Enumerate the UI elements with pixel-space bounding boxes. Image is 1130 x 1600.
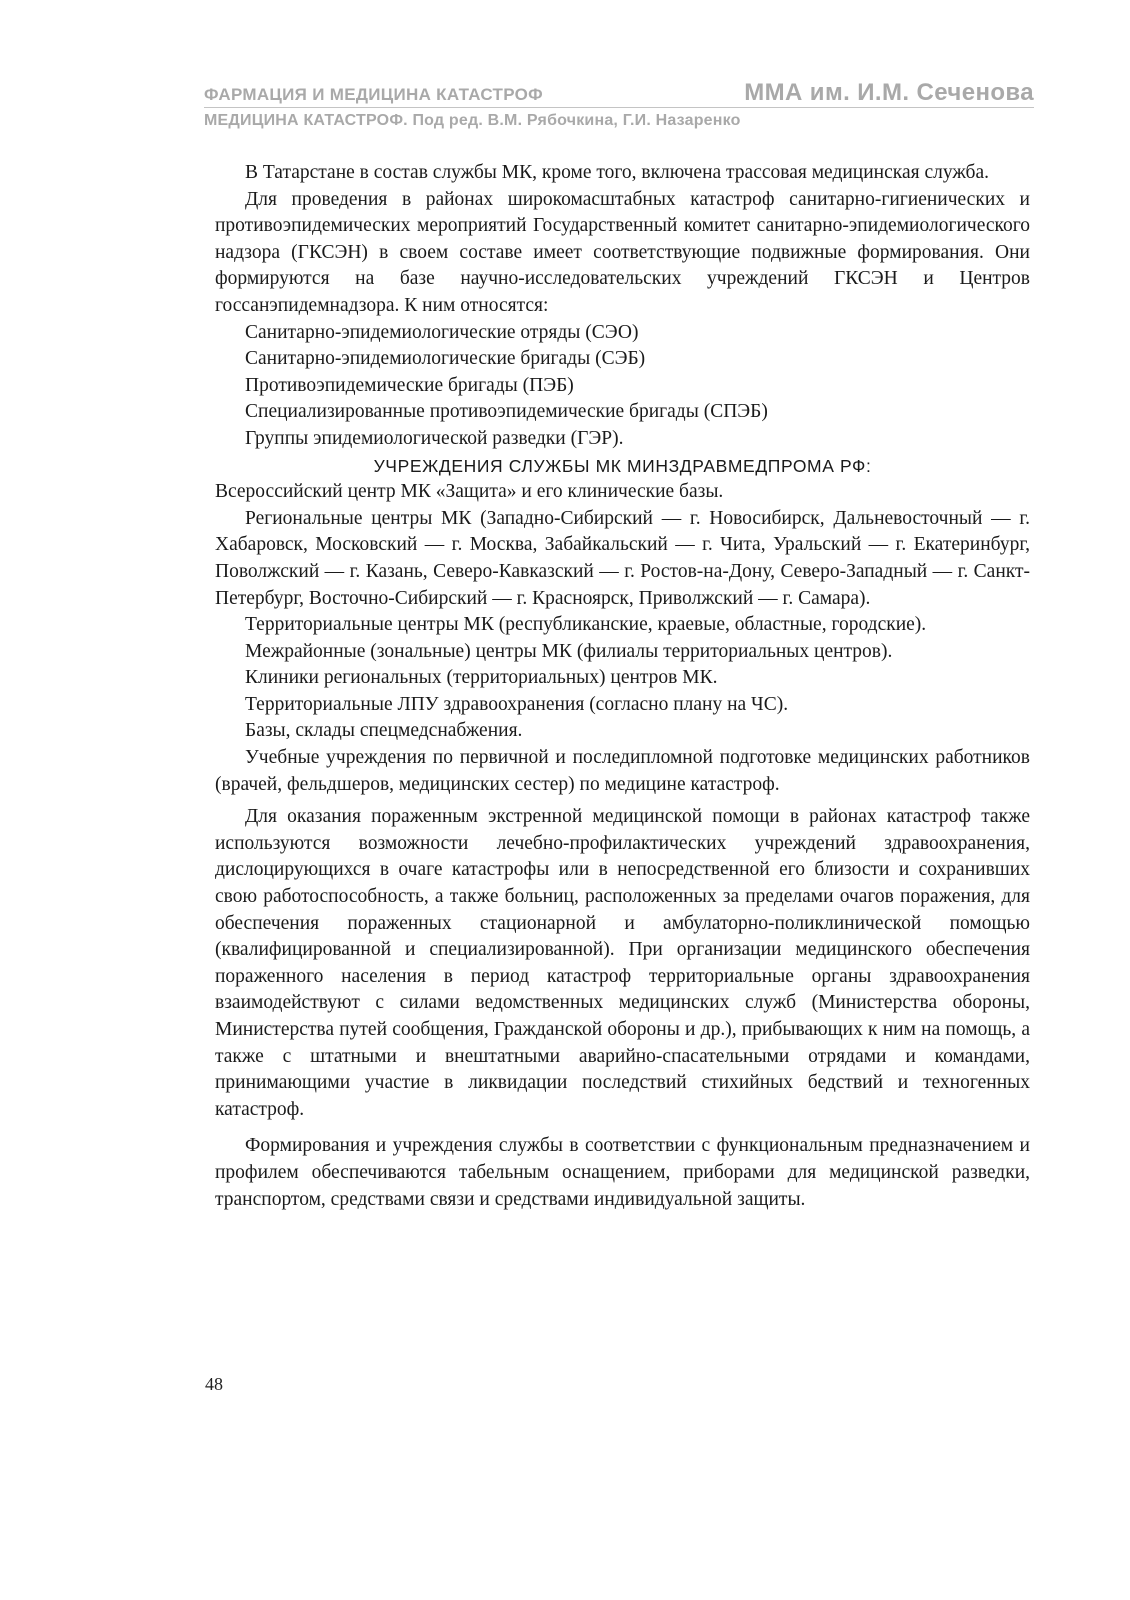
page-body [215, 160, 1030, 1213]
page-number: 48 [205, 1374, 223, 1394]
paragraph: Клиники региональных (территориальных) центров МК. [245, 667, 718, 689]
paragraph: Формирования и учреждения службы в соответствии с функциональным предназначением и профилем обеспечиваются табельным оснащением, приборами для медицинской разведки, транспортом, средствами связи и средствами индивидуальной защиты. [215, 1135, 1030, 1210]
paragraph: Территориальные ЛПУ здравоохранения (согласно плану на ЧС). [245, 693, 789, 715]
paragraph: Территориальные центры МК (республиканские, краевые, областные, городские). [245, 614, 927, 636]
list-item: Специализированные противоэпидемические бригады (СПЭБ) [245, 401, 768, 423]
paragraph: Региональные центры МК (Западно-Сибирский — г. Новосибирск, Дальневосточный — г. Хабаровск, Московский — г. Москва, Забайкальский — г. Чита, Уральский — г. Екатеринбург, Поволжский — г. Казань, Северо-Кавказский — г. Ростов-на-Дону, Северо-Западный — г. Санкт-Петербург, Восточно-Сибирский — г. Красноярск, Приволжский — г. Самара). [215, 507, 1030, 609]
paragraph: Межрайонные (зональные) центры МК (филиалы территориальных центров). [245, 640, 893, 662]
running-header-publisher: ММА им. И.М. Сеченова [744, 79, 1034, 106]
header-divider [204, 107, 1034, 108]
paragraph: Для проведения в районах широкомасштабных катастроф санитарно-гигиенических и противоэпидемических мероприятий Государственный комитет санитарно-эпидемиологического надзора (ГКСЭН) в своем составе имеет соответствующие подвижные формирования. Они формируются на базе научно-исследовательских учреждений ГКСЭН и Центров госсанэпидемнадзора. К ним относятся: [215, 188, 1030, 316]
paragraph: В Татарстане в состав службы МК, кроме того, включена трассовая медицинская служба. [245, 162, 989, 183]
paragraph: Базы, склады спецмедснабжения. [245, 720, 523, 742]
section-heading: УЧРЕЖДЕНИЯ СЛУЖБЫ МК МИНЗДРАВМЕДПРОМА РФ: [373, 455, 872, 476]
running-header-title: ФАРМАЦИЯ И МЕДИЦИНА КАТАСТРОФ [204, 85, 543, 104]
list-item: Санитарно-эпидемиологические отряды (СЭО) [245, 321, 639, 343]
list-item: Противоэпидемические бригады (ПЭБ) [245, 374, 574, 396]
list-item: Санитарно-эпидемиологические бригады (СЭБ) [245, 348, 646, 370]
paragraph: Всероссийский центр МК «Защита» и его клинические базы. [215, 481, 724, 503]
paragraph: Учебные учреждения по первичной и последипломной подготовке медицинских работников (врачей, фельдшеров, медицинских сестер) по медицине катастроф. [215, 747, 1030, 795]
paragraph: Для оказания пораженным экстренной медицинской помощи в районах катастроф также используются возможности лечебно-профилактических учреждений здравоохранения, дислоцирующихся в очаге катастрофы или в непосредственной его близости и сохранивших свою работоспособность, а также больниц, расположенных за пределами очагов поражения, для обеспечения пораженных стационарной и амбулаторно-поликлинической помощью (квалифицированной и специализированной). При организации медицинского обеспечения пораженного населения в период катастроф территориальные органы здравоохранения взаимодействуют с силами ведомственных медицинских служб (Министерства обороны, Министерства путей сообщения, Гражданской обороны и др.), прибывающих к ним на помощь, а также с штатными и внештатными аварийно-спасательными отрядами и командами, принимающими участие в ликвидации последствий стихийных бедствий и техногенных катастроф. [215, 806, 1030, 1120]
list-item: Группы эпидемиологической разведки (ГЭР). [245, 427, 624, 449]
running-header-subtitle: МЕДИЦИНА КАТАСТРОФ. Под ред. В.М. Рябочкина, Г.И. Назаренко [204, 112, 741, 129]
